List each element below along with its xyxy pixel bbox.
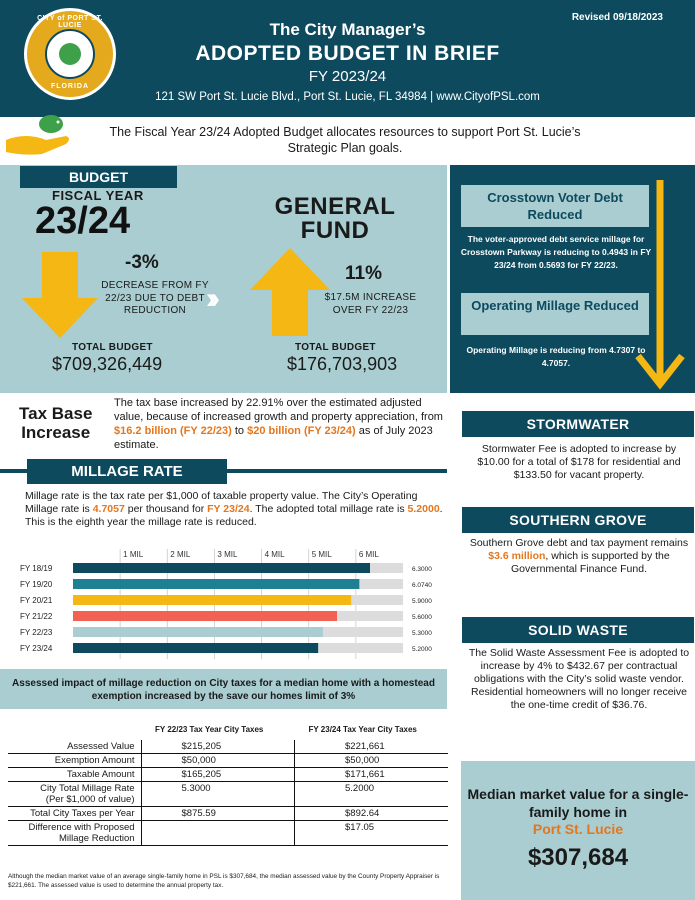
table-cell-fy2324: $17.05 [295,821,449,846]
operating-millage-title: Operating Millage Reduced [461,293,649,335]
table-row-label [8,754,141,768]
tax-base-text-a: The tax base increased by 22.91% over the estimated adjusted value, because of increased growth and property appreciation, from [114,397,443,423]
millage-rate-tab: MILLAGE RATE [27,459,227,484]
intro-statement: The Fiscal Year 23/24 Adopted Budget allocates resources to support Port St. Lucie’s Strategic Plan goals. [109,125,581,155]
table-row-label [8,768,141,782]
general-fund-total-value: $176,703,903 [287,354,398,374]
chart-tick-label: 2 MIL [170,550,191,559]
stormwater-text: Stormwater Fee is adopted to increase by $10.00 for a total of $178 for residential and $133.50 for vacant property. [477,443,681,481]
budget-decrease-text: DECREASE FROM FY 22/23 DUE TO DEBT REDUCTION [101,280,209,316]
chart-value-label: 6.3000 [412,566,432,573]
table-header-fy2324: FY 23/24 Tax Year City Taxes [308,724,417,734]
seal-top-text: CITY of PORT ST. LUCIE [37,15,103,29]
table-row-label-line: Total City Taxes per Year [30,808,135,819]
millage-text-a: Millage rate is the tax rate per $1,000 of taxable property value. The City’s Operating Millage rate is [25,490,418,515]
budget-decrease-percent: -3% [125,252,159,273]
chart-value-label: 5.2000 [412,646,432,653]
chart-tick-label: 1 MIL [123,550,144,559]
total-budget-label: TOTAL BUDGET [72,342,153,353]
header-banner [0,0,695,117]
table-row-label-line: Difference with Proposed [28,822,135,833]
southern-grove-text [466,537,692,576]
table-row [8,768,448,782]
chart-tick-label: 6 MIL [358,550,379,559]
table-row-label [8,782,141,807]
crosstown-debt-title: Crosstown Voter Debt Reduced [461,185,649,227]
table-cell-fy2223: $165,205 [141,768,294,782]
table-row [8,807,448,821]
table-row [8,740,448,754]
chart-value-label: 6.0740 [412,582,432,589]
table-row [8,782,448,807]
chart-tick-label: 4 MIL [264,550,285,559]
southern-grove-text-c: , which is supported by the Governmental Finance Fund. [511,550,670,575]
city-address: 121 SW Port St. Lucie Blvd., Port St. Lucie, FL 34984 | www.CityofPSL.com [155,91,540,103]
table-header-blank [8,718,141,740]
table-row-label-line2: (Per $1,000 of value) [45,794,135,805]
table-row-label-line: Exemption Amount [54,755,135,766]
general-fund-total-label: TOTAL BUDGET [295,342,376,353]
stormwater-heading: STORMWATER [462,411,694,437]
southern-grove-text-a: Southern Grove debt and tax payment remains [469,537,689,549]
chart-bar [73,643,318,653]
revised-date: Revised 09/18/2023 [571,12,663,23]
down-arrow-icon [22,252,98,338]
chevron-right-icon: ›› [206,282,214,315]
operating-millage-rate: 4.7057 [92,503,125,515]
millage-text-c: per thousand for [124,503,208,515]
hand-piggy-bank-icon [6,110,76,158]
seal-bottom-text: FLORIDA [50,83,90,90]
table-row-label [8,821,141,846]
tax-base-text-c: to [231,425,248,437]
solid-waste-text: The Solid Waste Assessment Fee is adopted to increase by 4% to $432.67 per contractual obligations with the City’s solid waste vendor. Residential homeowners will no longer receive the one-time credit of $36.76. [468,647,690,711]
table-row-label-line: Taxable Amount [66,769,135,780]
table-row-label-line2: Millage Reduction [59,833,135,844]
solid-waste-heading: SOLID WASTE [462,617,694,643]
header-subtitle: The City Manager’s [269,20,426,39]
total-budget-value: $709,326,449 [52,354,163,374]
tax-comparison-table [8,718,448,846]
fiscal-year-label: FISCAL YEAR [52,188,144,203]
median-value-box [461,761,695,900]
millage-fiscal-year: FY 23/24 [207,503,250,515]
millage-rate-chart [20,545,445,660]
table-cell-fy2223: $50,000 [141,754,294,768]
footnote: Although the median market value of an average single-family home in PSL is $307,684, the median assessed value by the County Property Appraiser is $221,661. The assessed value is used to determine the annual property tax. [8,873,440,889]
table-row-label-line: City Total Millage Rate [40,783,135,794]
table-cell-fy2223: $875.59 [141,807,294,821]
fiscal-year-title: FY 2023/24 [308,68,387,85]
table-cell-fy2324: $892.64 [295,807,449,821]
chart-category-label: FY 18/19 [20,564,53,573]
southern-grove-amount: $3.6 million [488,550,546,562]
tax-base-new-value: $20 billion (FY 23/24) [247,425,356,437]
impact-banner: Assessed impact of millage reduction on City taxes for a median home with a homestead exemption increased by the save our homes limit of 3% [0,669,447,709]
chart-bar [73,627,323,637]
general-fund-increase-percent: 11% [345,263,382,284]
table-row [8,754,448,768]
tax-base-description [114,396,444,452]
chart-category-label: FY 22/23 [20,628,53,637]
table-cell-fy2324: $171,661 [295,768,449,782]
chart-bar [73,563,370,573]
chart-category-label: FY 23/24 [20,644,53,653]
median-value-amount: $307,684 [527,844,629,871]
table-header-row [8,718,448,740]
chart-tick-label: 5 MIL [311,550,332,559]
chart-bar [73,611,337,621]
chart-value-label: 5.6000 [412,614,432,621]
tax-base-text-e: as of July 2023 estimate. [114,425,433,451]
table-cell-fy2223: $215,205 [141,740,294,754]
chart-bar [73,595,351,605]
table-cell-fy2223 [141,821,294,846]
median-value-city: Port St. Lucie [532,821,624,837]
millage-description [25,490,450,529]
millage-text-e: . The adopted total millage rate is [249,503,408,515]
tax-base-heading-line1: Tax Base [19,404,93,423]
chart-bar [73,579,359,589]
tax-base-heading [19,404,92,442]
table-row-label [8,740,141,754]
fiscal-year-value: 23/24 [35,200,131,242]
chart-category-label: FY 21/22 [20,612,53,621]
table-header-fy2223: FY 22/23 Tax Year City Taxes [155,724,264,734]
table-row-label-line: Assessed Value [67,741,135,752]
millage-text-g: . This is the eighth year the millage rate is reduced. [25,503,443,528]
general-fund-increase-text: $17.5M INCREASE OVER FY 22/23 [324,292,417,316]
table-row-label [8,807,141,821]
general-fund-title: GENERAL FUND [274,193,396,244]
crosstown-debt-text: The voter-approved debt service millage for Crosstown Parkway is reducing to 0.4943 in FY 23/24 from 0.5693 for FY 22/23. [460,234,652,270]
southern-grove-heading: SOUTHERN GROVE [462,507,694,533]
tax-base-heading-line2: Increase [21,423,91,442]
chart-value-label: 5.3000 [412,630,432,637]
total-millage-rate: 5.2000 [407,503,440,515]
chart-category-label: FY 19/20 [20,580,53,589]
table-cell-fy2324: $50,000 [295,754,449,768]
table-cell-fy2324: 5.2000 [295,782,449,807]
tax-base-old-value: $16.2 billion (FY 22/23) [114,425,232,437]
chart-tick-label: 3 MIL [217,550,238,559]
chart-category-label: FY 20/21 [20,596,53,605]
table-row [8,821,448,846]
median-value-title: Median market value for a single-family home in [467,786,689,820]
table-cell-fy2324: $221,661 [295,740,449,754]
budget-tab: BUDGET [20,166,177,188]
tax-table-body [8,740,448,846]
page-title: ADOPTED BUDGET IN BRIEF [195,42,500,65]
table-cell-fy2223: 5.3000 [141,782,294,807]
chart-value-label: 5.9000 [412,598,432,605]
operating-millage-text: Operating Millage is reducing from 4.7307 to 4.7057. [466,345,646,368]
